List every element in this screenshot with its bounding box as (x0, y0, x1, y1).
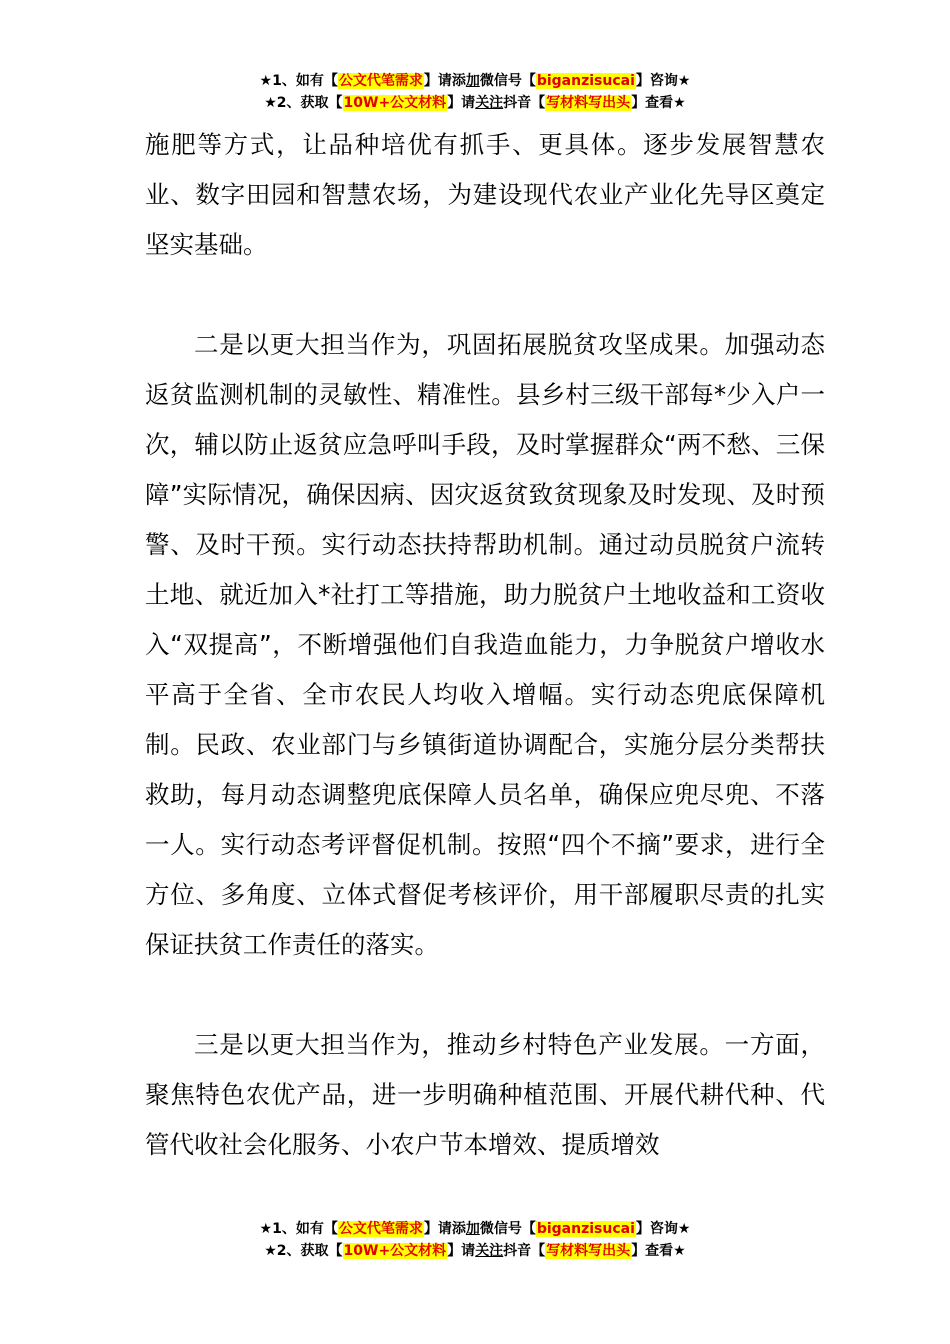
highlight-service: 公文代笔需求 (338, 1221, 423, 1237)
highlight-douyin-id: 写材料写出头 (546, 1243, 631, 1259)
banner-text: 】请 (447, 1243, 476, 1259)
banner-text: 微信号【 (479, 73, 536, 89)
banner-emphasis: 加 (465, 1221, 480, 1237)
paragraph-3: 三是以更大担当作为，推动乡村特色产业发展。一方面，聚焦特色农优产品，进一步明确种植范围、开展代耕代种、代管代收社会化服务、小农户节本增效、提质增效 (145, 1030, 825, 1159)
banner-text: 微信号【 (479, 1221, 536, 1237)
banner-text: ★1、如有【 (259, 1221, 338, 1237)
banner-text: 】咨询★ (635, 1221, 691, 1237)
banner-text: 抖音【 (503, 1243, 546, 1259)
banner-line-1 (0, 70, 950, 92)
paragraph-gap (145, 270, 825, 320)
highlight-douyin-id: 写材料写出头 (546, 95, 631, 111)
banner-text: 】咨询★ (635, 73, 691, 89)
highlight-service: 公文代笔需求 (338, 73, 423, 89)
banner-emphasis: 加 (465, 73, 480, 89)
banner-emphasis: 关注 (475, 1243, 504, 1259)
paragraph-1: 施肥等方式，让品种培优有抓手、更具体。逐步发展智慧农业、数字田园和智慧农场，为建设现代农业产业化先导区奠定坚实基础。 (145, 130, 825, 259)
banner-text: 】请 (447, 95, 476, 111)
highlight-wechat-id: biganzisucai (536, 73, 635, 89)
banner-text: 】请添 (423, 1221, 466, 1237)
top-banner (0, 70, 950, 114)
highlight-materials: 10W+公文材料 (343, 95, 447, 111)
banner-emphasis: 关注 (475, 95, 504, 111)
document-body (145, 120, 825, 1170)
banner-text: 】查看★ (631, 1243, 686, 1259)
banner-line-2 (0, 92, 950, 114)
banner-text: ★2、获取【 (264, 1243, 343, 1259)
banner-text: ★1、如有【 (259, 73, 338, 89)
banner-text: 】查看★ (631, 95, 686, 111)
banner-text: 】请添 (423, 73, 466, 89)
banner-line-1 (0, 1218, 950, 1240)
banner-line-2 (0, 1240, 950, 1262)
paragraph-gap (145, 970, 825, 1020)
banner-text: ★2、获取【 (264, 95, 343, 111)
banner-text: 抖音【 (503, 95, 546, 111)
paragraph-2: 二是以更大担当作为，巩固拓展脱贫攻坚成果。加强动态返贫监测机制的灵敏性、精准性。县乡村三级干部每*少入户一次，辅以防止返贫应急呼叫手段，及时掌握群众“两不愁、三保障”实际情况，确保因病、因灾返贫致贫现象及时发现、及时预警、及时干预。实行动态扶持帮助机制。通过动员脱贫户流转土地、就近加入*社打工等措施，助力脱贫户土地收益和工资收入“双提高”，不断增强他们自我造血能力，力争脱贫户增收水平高于全省、全市农民人均收入增幅。实行动态兜底保障机制。民政、农业部门与乡镇街道协调配合，实施分层分类帮扶救助，每月动态调整兜底保障人员名单，确保应兜尽兜、不落一人。实行动态考评督促机制。按照“四个不摘”要求，进行全方位、多角度、立体式督促考核评价，用干部履职尽责的扎实保证扶贫工作责任的落实。 (145, 330, 825, 959)
bottom-banner (0, 1218, 950, 1262)
highlight-materials: 10W+公文材料 (343, 1243, 447, 1259)
highlight-wechat-id: biganzisucai (536, 1221, 635, 1237)
